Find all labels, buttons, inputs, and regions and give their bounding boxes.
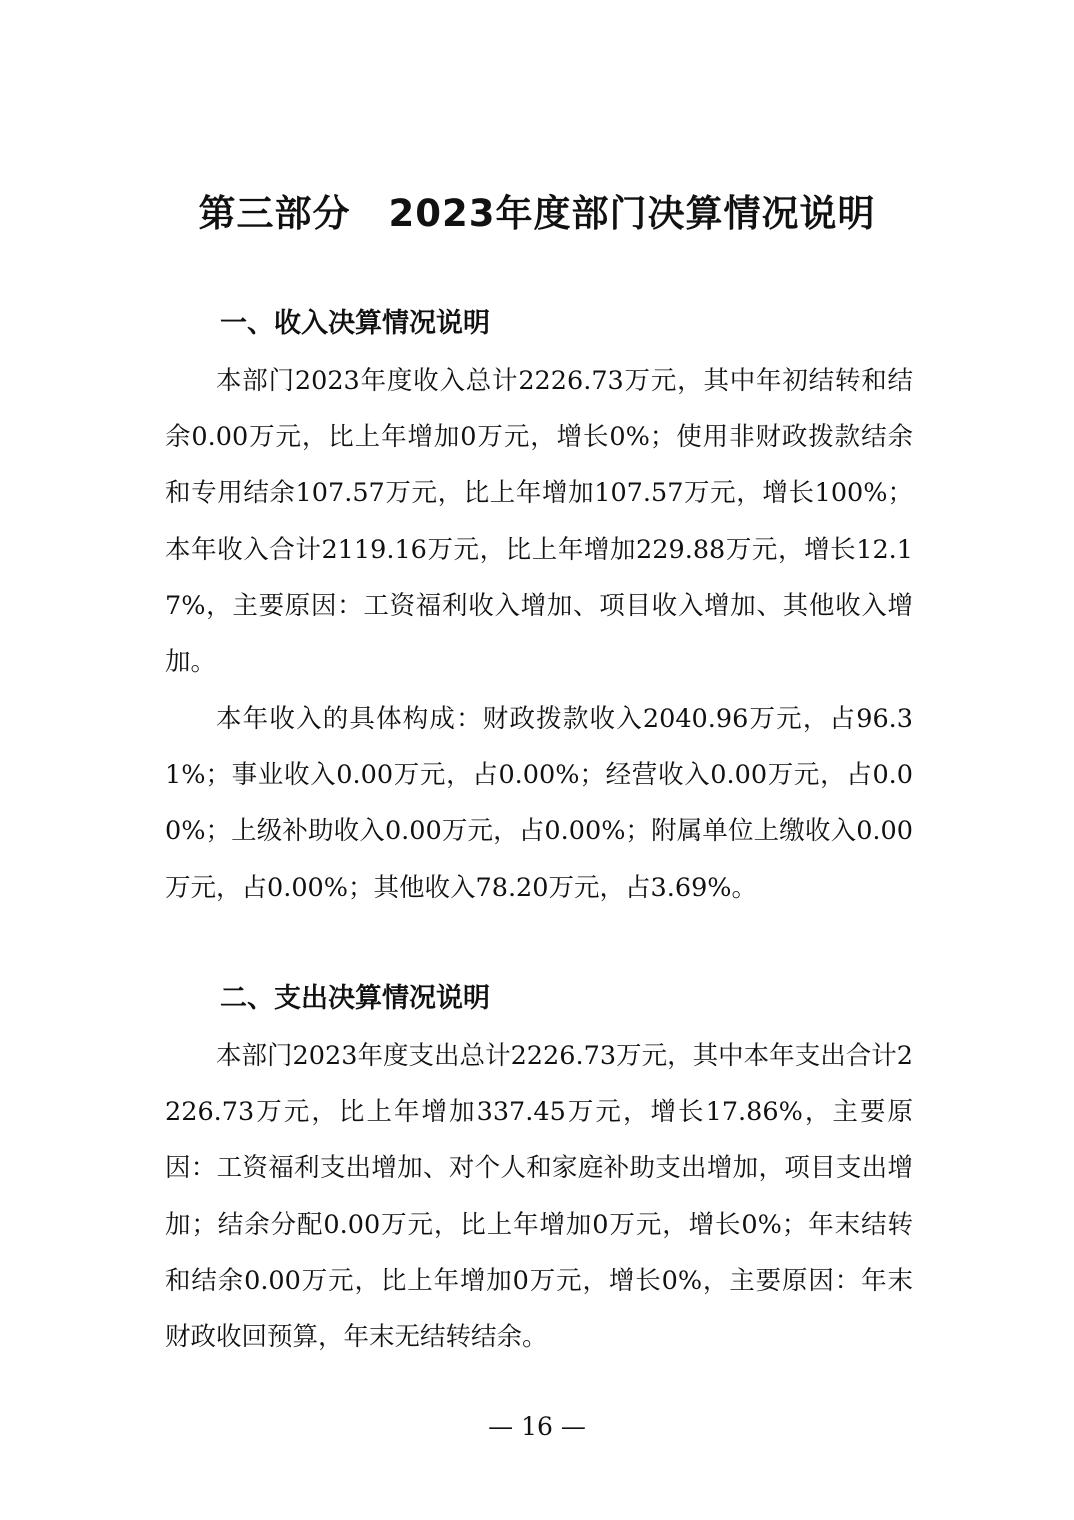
section-heading-expenditure: 二、支出决算情况说明 (220, 983, 490, 1014)
income-summary-paragraph: 本部门2023年度收入总计2226.73万元，其中年初结转和结余0.00万元，比上年增加0万元，增长0%；使用非财政拨款结余和专用结余107.57万元，比上年增加107.57万元，增长100%；本年收入合计2119.16万元，比上年增加229.88万元，增长12.17%，主要原因：工资福利收入增加、项目收入增加、其他收入增加。 (165, 366, 913, 678)
income-composition-paragraph: 本年收入的具体构成：财政拨款收入2040.96万元，占96.31%；事业收入0.00万元，占0.00%；经营收入0.00万元，占0.00%；上级补助收入0.00万元，占0.00%；附属单位上缴收入0.00万元，占0.00%；其他收入78.20万元，占3.69%。 (165, 704, 913, 903)
section-heading-income: 一、收入决算情况说明 (220, 308, 490, 339)
page-number: — 16 — (488, 1412, 586, 1441)
expenditure-summary-paragraph: 本部门2023年度支出总计2226.73万元，其中本年支出合计2226.73万元，比上年增加337.45万元，增长17.86%，主要原因：工资福利支出增加、对个人和家庭补助支出增加，项目支出增加；结余分配0.00万元，比上年增加0万元，增长0%；年末结转和结余0.00万元，比上年增加0万元，增长0%，主要原因：年末财政收回预算，年末无结转结余。 (165, 1041, 913, 1353)
page-title: 第三部分 2023年度部门决算情况说明 (198, 192, 876, 235)
